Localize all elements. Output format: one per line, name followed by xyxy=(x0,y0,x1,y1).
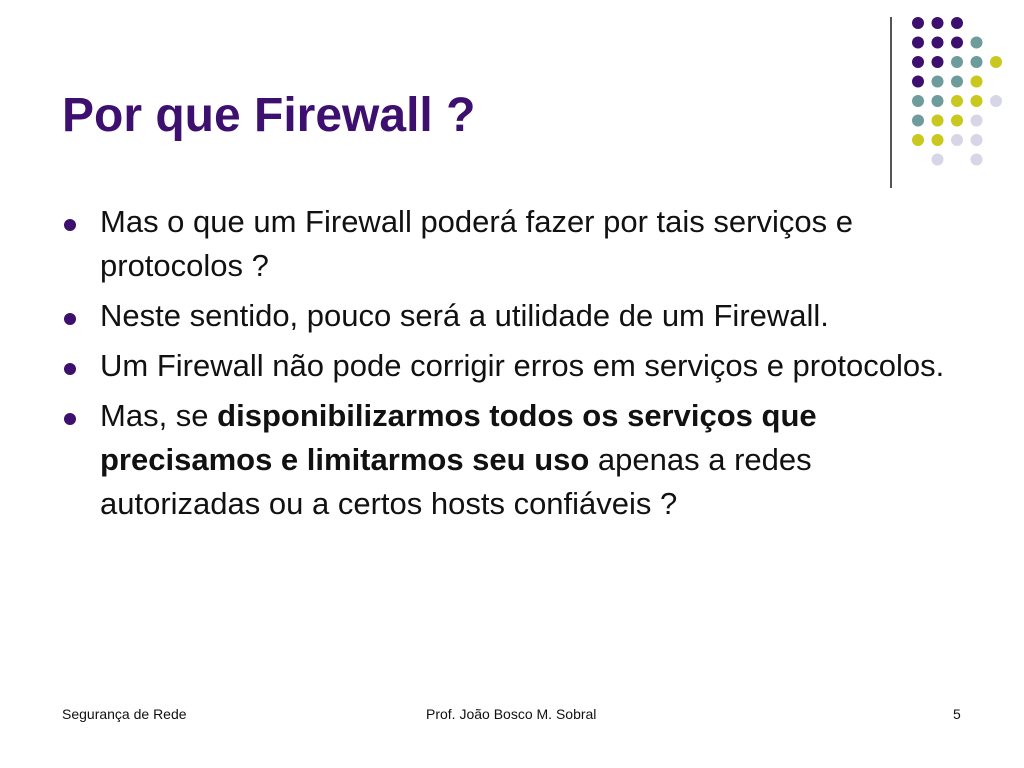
decorative-dot xyxy=(971,134,983,146)
bullet-list xyxy=(62,200,962,532)
decorative-dot xyxy=(912,56,924,68)
decorative-dot xyxy=(971,115,983,127)
decorative-dot xyxy=(932,134,944,146)
bullet-item-4 xyxy=(62,394,962,526)
decorative-dot xyxy=(912,76,924,88)
decorative-dot xyxy=(932,17,944,29)
decorative-dot xyxy=(932,37,944,49)
decorative-dot xyxy=(990,95,1002,107)
decorative-dot xyxy=(932,56,944,68)
decorative-dot xyxy=(932,76,944,88)
decorative-dot xyxy=(951,17,963,29)
footer-author: Prof. João Bosco M. Sobral xyxy=(426,706,597,722)
bullet-text: Um Firewall não pode corrigir erros em serviços e protocolos. xyxy=(100,348,945,383)
bullet-text: Neste sentido, pouco será a utilidade de um Firewall. xyxy=(100,298,829,333)
footer-course-name: Segurança de Rede xyxy=(62,706,187,722)
bullet-text-lead: Mas, se xyxy=(100,398,218,433)
bullet-marker-icon xyxy=(64,313,76,325)
bullet-text-emphasis: disponibilizarmos todos os serviços que precisamos e limitarmos seu uso xyxy=(100,398,817,477)
decorative-dot xyxy=(951,76,963,88)
decorative-dot xyxy=(990,56,1002,68)
decorative-dot xyxy=(932,115,944,127)
bullet-marker-icon xyxy=(64,219,76,231)
decorative-dot xyxy=(912,115,924,127)
decorative-dot xyxy=(951,37,963,49)
decorative-dot xyxy=(912,37,924,49)
footer-page-number: 5 xyxy=(953,706,961,722)
decorative-dot xyxy=(951,134,963,146)
decorative-dot xyxy=(971,56,983,68)
bullet-marker-icon xyxy=(64,363,76,375)
decorative-dot xyxy=(971,95,983,107)
slide-title: Por que Firewall ? xyxy=(62,89,476,142)
decorative-dot xyxy=(951,95,963,107)
decorative-dot xyxy=(971,154,983,166)
bullet-text-tail: apenas a redes autorizadas ou a certos hosts confiáveis ? xyxy=(100,442,812,521)
decorative-dot xyxy=(951,56,963,68)
bullet-text: Mas o que um Firewall poderá fazer por tais serviços e protocolos ? xyxy=(100,204,853,283)
decorative-dot xyxy=(932,154,944,166)
title-divider-line xyxy=(890,17,892,188)
bullet-item-2 xyxy=(62,294,962,338)
decorative-dot xyxy=(912,17,924,29)
decorative-dot xyxy=(971,76,983,88)
bullet-marker-icon xyxy=(64,413,76,425)
bullet-item-3 xyxy=(62,344,962,388)
decorative-dot xyxy=(912,95,924,107)
decorative-dot xyxy=(912,134,924,146)
bullet-item-1 xyxy=(62,200,962,288)
decorative-dot xyxy=(971,37,983,49)
decorative-dot xyxy=(932,95,944,107)
decorative-dot xyxy=(951,115,963,127)
